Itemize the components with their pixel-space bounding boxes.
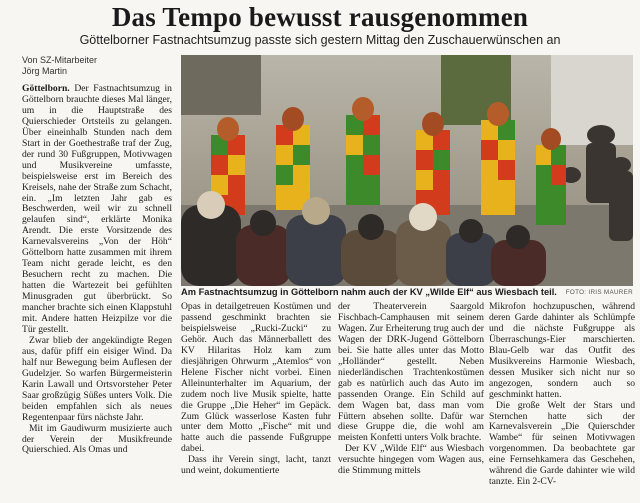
byline-role: Von SZ-Mitarbeiter [22, 55, 98, 65]
article-paragraph: Dass ihr Verein singt, lacht, tanzt und weint, dokumentierte [181, 454, 331, 477]
article-paragraph: Opas in detailgetreuen Kostümen und passend geschminkt brachten sie beispielsweise „Rucki-Zucki“ zu Gehör. Auch das Männerballett des KV Hilaritas Holz kam zum diesjährigen Ohrwurm „Atemlos“ von Helene Fischer nicht vorbei. Einen Alleinunterhalter im Aquarium, der zudem noch live Musik spielte, hatte die Gruppe „Die Heher“ im Gepäck. Zum Glück wasserlose Kasten fuhr unter dem Motto „Fische“ mit und hatte auch die passende Fußgruppe dabei. [181, 302, 331, 455]
parade-photo-illustration [181, 55, 633, 286]
article-paragraph: der Theaterverein Saargold Fischbach-Camphausen mit seinem Wagen. Zur Erheiterung trug auch der Wagen der DRK-Jugend Göttelborn bei. Sie hatte alles unter das Motto „Holländer“ gestellt. Neben niederländischen Trachtenkostümen gab es natürlich auch das Auto im passenden Orange. Ein Schild auf dem Wagen bat, dass man vom Füttern absehen sollte. Dafür war diese Gruppe die, die wohl am meisten Konfetti unters Volk brachte. [338, 302, 484, 444]
byline-author: Jörg Martin [22, 66, 68, 76]
article-paragraph: Der KV „Wilde Elf“ aus Wiesbach versuchte hingegen vom Wagen aus, die Stimmung mittels [338, 443, 484, 477]
article-column-1 [22, 84, 172, 499]
article-paragraph: Mit im Gaudiwurm musizierte auch der Verein der Musikfreunde Quierschied. Als Omas und [22, 422, 172, 456]
article-paragraph: Zwar blieb der angekündigte Regen aus, dafür pfiff ein eisiger Wind. Da half nur Bewegung beim Auflesen der Gudelzjer. So warfen Bürgermeisterin Karin Lawall und Ortsvorsteher Peter Saar großzügig Süßes unters Volk. Die beiden empfahlen sich als neues Regentenpaar fürs nächste Jahr. [22, 334, 172, 423]
paragraph-text: Der Fastnachtsumzug in Göttelborn brauchte dieses Mal länger, um in die Hauptstraße des Quierschieder Ortsteils zu gelangen. Über eineinhalb Stunden nach dem Start in der Goethestraße traf der Zug, der rund 30 Fußgruppen, Motivwagen und Musikvereine umfasste, beispielsweise erst im Bereich des Kreisels, nahe der Straße zum Schacht, ein. „Im letzten Jahr gab es Beschwerden, weil wir zu schnell gelaufen sind“, erklärte Monika Arendt. Die erste Vorsitzende des Karnevalsvereins „Von der Höh“ Göttelborn hatte zusammen mit ihrem Team nicht gerade leicht, es den Besuchern recht zu machen. Die hatten die Wartezeit bei gefühlten Minusgraden gut überbrückt. So mancher brachte sich einen Klappstuhl mit. Andere hatten Heizpilze vor die Tür gestellt. [22, 84, 172, 335]
article-paragraph: Mikrofon hochzupuschen, während deren Garde dahinter als Schlümpfe und die nächste Fußgruppe als Überraschungs-Eier marschierten. Blau-Gelb war das Outfit des Musikvereins Harmonie Wiesbach, dessen Musiker sich nicht nur so angezogen, sondern auch so geschminkt hatten. [489, 302, 635, 400]
byline [22, 55, 97, 77]
headline: Das Tempo bewusst rausgenommen [111, 2, 529, 32]
article-paragraph: Die große Welt der Stars und Sternchen hatte sich der Karnevalsverein „Die Quierschder Wambe“ für seinen Motivwagen vorgenommen. Da beobachtete gar eine Fernsehkamera das Geschehen, während die Garde dahinter wie wild tanzte. Ein 2-CV- [489, 399, 635, 488]
dateline: Göttelborn. [22, 84, 70, 94]
article-column-4 [489, 302, 635, 499]
article-column-3 [338, 302, 484, 499]
photo-caption: Am Fastnachtsumzug in Göttelborn nahm auch der KV „Wilde Elf“ aus Wiesbach teil. [181, 287, 557, 297]
photo-credit: FOTO: IRIS MAURER [565, 289, 633, 296]
subheadline: Göttelborner Fastnachtsumzug passte sich gestern Mittag den Zuschauerwünschen an [79, 33, 561, 47]
article-column-2 [181, 302, 331, 499]
parade-photo [181, 55, 633, 286]
article-paragraph [22, 84, 172, 336]
